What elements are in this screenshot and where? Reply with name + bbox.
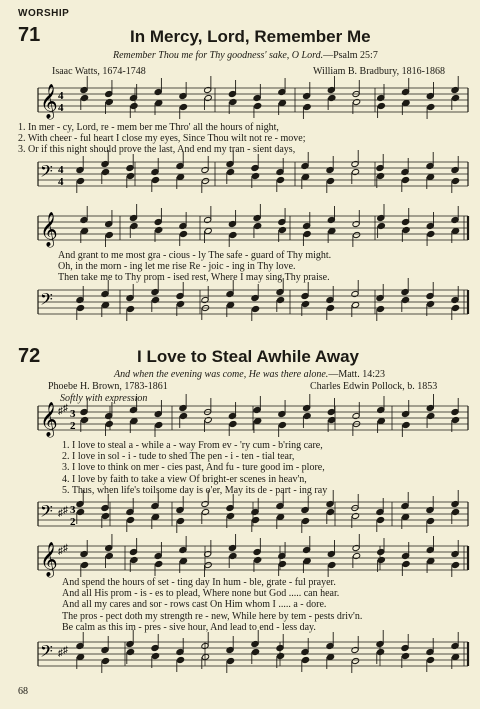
verse-line: 1. I love to steal a - while a - way From ev - 'ry cum - b'ring care, <box>62 440 323 451</box>
notehead <box>151 296 159 303</box>
notehead <box>229 98 237 105</box>
notehead <box>301 517 309 524</box>
notehead <box>151 513 159 520</box>
notehead <box>276 652 284 659</box>
notehead <box>451 177 459 184</box>
hymn-number: 71 <box>18 24 41 46</box>
notehead <box>105 420 113 427</box>
notehead <box>451 304 459 311</box>
sharp-icon: ♯ <box>63 645 68 656</box>
notehead <box>80 416 88 423</box>
words-credit: Phoebe H. Brown, 1783-1861 <box>48 381 168 392</box>
notehead <box>426 517 434 524</box>
notehead <box>351 168 359 175</box>
notehead <box>201 653 209 660</box>
bass-clef-icon: 𝄢 <box>40 503 53 525</box>
notehead <box>401 176 409 183</box>
notehead <box>179 412 187 419</box>
notehead <box>377 556 385 563</box>
verse-line: The pros - pect doth my strength re - new, While here by tem - pests driv'n. <box>62 610 363 622</box>
words-credit: Isaac Watts, 1674-1748 <box>52 66 146 77</box>
notehead <box>105 98 113 105</box>
verse-line: 3. Or if this night should prove the last, And end my tran - sient days, <box>18 144 296 156</box>
verse-line: Oh, in the morn - ing let me rise Re - joic - ing in Thy love. <box>58 261 296 273</box>
notehead <box>377 417 385 424</box>
notehead <box>326 508 334 515</box>
notehead <box>451 653 459 660</box>
notehead <box>80 227 88 234</box>
notehead <box>76 508 84 515</box>
scripture-quote <box>113 50 378 61</box>
svg-text:4: 4 <box>58 164 64 176</box>
notehead <box>276 513 284 520</box>
hymn-title: In Mercy, Lord, Remember Me <box>130 27 371 46</box>
notehead <box>427 230 435 237</box>
notehead <box>254 102 262 109</box>
svg-text:3: 3 <box>70 504 76 516</box>
verse-line: And all my cares and sor - rows cast On Him whom I ..... a - dore. <box>62 599 327 611</box>
svg-text:2: 2 <box>70 516 76 528</box>
notehead <box>376 305 384 312</box>
notehead <box>353 231 361 238</box>
hymn-title: I Love to Steal Awhile Away <box>137 347 360 366</box>
bass-staff <box>0 284 480 324</box>
notehead <box>151 652 159 659</box>
notehead <box>155 226 163 233</box>
notehead <box>401 652 409 659</box>
sharp-icon: ♯ <box>58 508 63 519</box>
sharp-icon: ♯ <box>58 648 63 659</box>
notehead <box>401 513 409 520</box>
treble-staff <box>0 400 480 440</box>
notehead <box>101 512 109 519</box>
notehead <box>226 657 234 664</box>
scripture-text: Remember Thou me for Thy goodness' sake, O Lord. <box>113 50 324 61</box>
notehead <box>80 561 88 568</box>
notehead <box>105 552 113 559</box>
notehead <box>427 412 435 419</box>
tempo-direction: Softly with expression <box>60 393 148 404</box>
notehead <box>276 296 284 303</box>
verse-line: And spend the hours of set - ting day In hum - ble, grate - ful prayer. <box>62 577 336 588</box>
notehead <box>254 556 262 563</box>
notehead <box>130 417 138 424</box>
treble-clef-icon: 𝄞 <box>40 543 58 576</box>
notehead <box>155 421 163 428</box>
notehead <box>176 300 184 307</box>
notehead <box>376 516 384 523</box>
notehead <box>328 227 336 234</box>
verse-line: And grant to me most gra - cious - ly The safe - guard of Thy might. <box>58 250 332 261</box>
notehead <box>326 177 334 184</box>
notehead <box>402 99 410 106</box>
notehead <box>426 656 434 663</box>
notehead <box>130 556 138 563</box>
notehead <box>326 304 334 311</box>
verse-line: 2. With cheer - ful heart I close my eyes, Since Thou wilt not re - move; <box>18 133 306 145</box>
notehead <box>301 300 309 307</box>
verse-lines <box>62 577 362 633</box>
treble-clef-icon: 𝄞 <box>40 213 58 246</box>
verse-lines <box>18 122 305 156</box>
notehead <box>80 94 88 101</box>
hymn-number: 72 <box>18 345 41 367</box>
notehead <box>353 98 361 105</box>
scripture-reference: —Matt. 14:23 <box>328 369 385 380</box>
verse-lines <box>58 250 331 284</box>
notehead <box>303 557 311 564</box>
bass-clef-icon: 𝄢 <box>40 643 53 665</box>
notehead <box>254 417 262 424</box>
svg-text:4: 4 <box>58 90 64 102</box>
notehead <box>176 656 184 663</box>
notehead <box>176 517 184 524</box>
notehead <box>351 301 359 308</box>
notehead <box>226 512 234 519</box>
notehead <box>229 420 237 427</box>
notehead <box>377 222 385 229</box>
notehead <box>101 657 109 664</box>
notehead <box>278 226 286 233</box>
bass-staff <box>0 636 480 676</box>
notehead <box>351 657 359 664</box>
notehead <box>179 557 187 564</box>
notehead <box>126 172 134 179</box>
notehead <box>303 412 311 419</box>
notehead <box>155 99 163 106</box>
verse-line: 4. I love by faith to take a view Of bright-er scenes in heav'n, <box>62 473 307 485</box>
verse-line: Then take me to Thy prom - ised rest, Where I may sing Thy praise. <box>58 272 330 284</box>
notehead <box>451 416 459 423</box>
notehead <box>251 172 259 179</box>
notehead <box>126 648 134 655</box>
notehead <box>427 557 435 564</box>
notehead <box>301 173 309 180</box>
sharp-icon: ♯ <box>63 505 68 516</box>
svg-text:3: 3 <box>70 408 76 420</box>
notehead <box>101 168 109 175</box>
bass-staff <box>0 156 480 196</box>
verse-line: Be calm as this im - pres - sive hour, And lead to end - less day. <box>62 621 316 633</box>
notehead <box>130 102 138 109</box>
notehead <box>451 561 459 568</box>
notehead <box>130 222 138 229</box>
notehead <box>326 653 334 660</box>
notehead <box>176 173 184 180</box>
scripture-quote <box>114 369 385 380</box>
notehead <box>351 512 359 519</box>
notehead <box>328 94 336 101</box>
notehead <box>426 173 434 180</box>
notehead <box>204 416 212 423</box>
notehead <box>101 301 109 308</box>
notehead <box>377 102 385 109</box>
notehead <box>328 561 336 568</box>
verse-line: 1. In mer - cy, Lord, re - mem ber me Thro' all the hours of night, <box>18 122 279 133</box>
notehead <box>278 421 286 428</box>
music-credit: Charles Edwin Pollock, b. 1853 <box>310 381 438 392</box>
notehead <box>278 560 286 567</box>
notehead <box>402 421 410 428</box>
music-credit: William B. Bradbury, 1816-1868 <box>313 66 445 77</box>
notehead <box>426 300 434 307</box>
treble-staff <box>0 210 480 250</box>
notehead <box>251 305 259 312</box>
notehead <box>226 301 234 308</box>
notehead <box>229 231 237 238</box>
verse-lines <box>62 440 327 496</box>
notehead <box>376 172 384 179</box>
verse-line: 2. I love in sol - i - tude to shed The pen - i - ten - tial tear, <box>62 451 295 463</box>
sharp-icon: ♯ <box>58 406 63 417</box>
notehead <box>229 552 237 559</box>
notehead <box>303 103 311 110</box>
notehead <box>376 648 384 655</box>
notehead <box>204 94 212 101</box>
notehead <box>76 653 84 660</box>
notehead <box>201 177 209 184</box>
notehead <box>451 227 459 234</box>
notehead <box>76 177 84 184</box>
page-number: 68 <box>18 686 28 697</box>
notehead <box>155 560 163 567</box>
notehead <box>126 516 134 523</box>
svg-text:4: 4 <box>58 176 64 188</box>
notehead <box>226 168 234 175</box>
verse-line: And all His prom - is - es to plead, Where none but God ..... can hear. <box>62 588 340 600</box>
notehead <box>76 304 84 311</box>
notehead <box>105 231 113 238</box>
treble-clef-icon: 𝄞 <box>40 85 58 118</box>
notehead <box>179 103 187 110</box>
sharp-icon: ♯ <box>63 403 68 414</box>
notehead <box>126 305 134 312</box>
notehead <box>179 230 187 237</box>
verse-line: 3. I love to think on mer - cies past, And fu - ture good im - plore, <box>62 462 325 474</box>
notehead <box>254 222 262 229</box>
verse-line: 5. Thus, when life's toilsome day is o'er, May its de - part - ing ray <box>62 484 328 496</box>
treble-staff <box>0 540 480 580</box>
notehead <box>451 508 459 515</box>
notehead <box>278 99 286 106</box>
sharp-icon: ♯ <box>58 546 63 557</box>
treble-staff <box>0 82 480 122</box>
notehead <box>204 227 212 234</box>
notehead <box>276 176 284 183</box>
scripture-text: And when the evening was come, He was there alone. <box>114 369 329 380</box>
bass-staff <box>0 496 480 536</box>
treble-clef-icon: 𝄞 <box>40 403 58 436</box>
notehead <box>201 508 209 515</box>
bass-clef-icon: 𝄢 <box>40 163 53 185</box>
notehead <box>402 226 410 233</box>
notehead <box>301 656 309 663</box>
notehead <box>427 103 435 110</box>
bass-clef-icon: 𝄢 <box>40 291 53 313</box>
svg-text:4: 4 <box>58 102 64 114</box>
section-label: WORSHIP <box>18 8 70 19</box>
notehead <box>353 552 361 559</box>
scripture-reference: —Psalm 25:7 <box>323 50 378 61</box>
notehead <box>451 94 459 101</box>
svg-text:2: 2 <box>70 420 76 432</box>
notehead <box>251 648 259 655</box>
sharp-icon: ♯ <box>63 543 68 554</box>
notehead <box>402 560 410 567</box>
notehead <box>303 230 311 237</box>
notehead <box>401 296 409 303</box>
notehead <box>151 176 159 183</box>
